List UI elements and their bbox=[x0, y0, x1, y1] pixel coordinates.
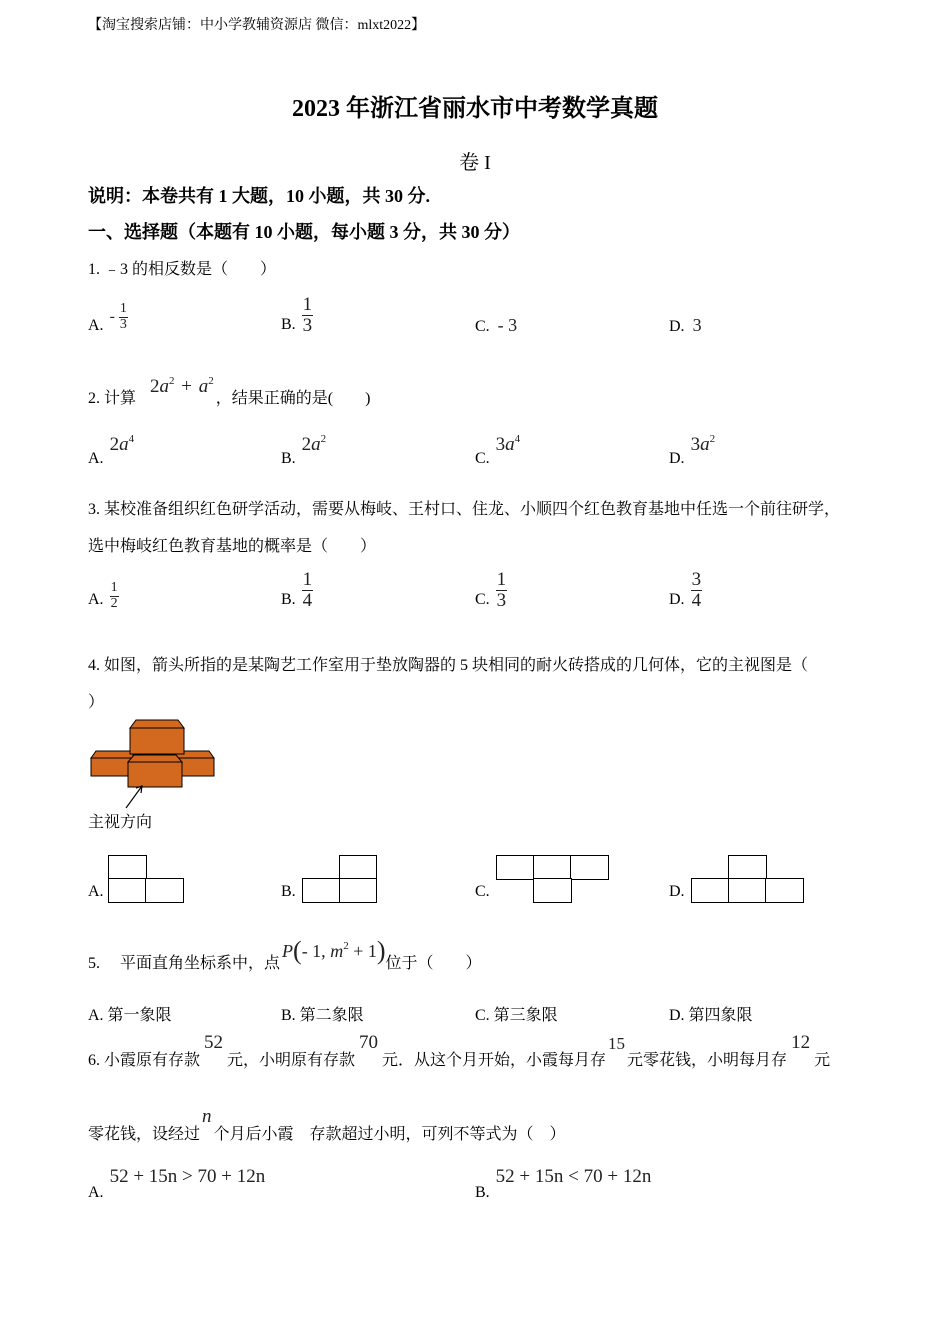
denominator: 2 bbox=[110, 595, 118, 611]
question-5-stem bbox=[88, 936, 482, 976]
numerator: 1 bbox=[110, 579, 118, 595]
monthly-xiaoming: 12 bbox=[791, 1032, 811, 1053]
q1-option-d[interactable] bbox=[669, 315, 702, 336]
view-c-cell bbox=[533, 878, 572, 903]
q5-option-b[interactable]: B. 第二象限 bbox=[281, 1007, 364, 1024]
variable: a bbox=[505, 434, 515, 455]
question-1-stem: 1. ﹣3 的相反数是（ ） bbox=[88, 261, 277, 278]
stem-text: 零花钱，设经过 bbox=[88, 1126, 201, 1143]
option-label: A. bbox=[88, 1184, 104, 1201]
coefficient: 2 bbox=[109, 434, 120, 455]
coefficient: 2 bbox=[301, 434, 312, 455]
q3-option-c[interactable] bbox=[475, 564, 507, 616]
exponent: 2 bbox=[169, 375, 175, 387]
math-expression bbox=[150, 375, 214, 398]
denominator: 4 bbox=[691, 589, 702, 611]
numerator: 1 bbox=[119, 300, 127, 316]
denominator: 4 bbox=[302, 589, 313, 611]
view-b-cell bbox=[339, 855, 377, 880]
stem-text: 元零花钱，小明每月存 bbox=[627, 1052, 788, 1069]
option-label: C. bbox=[475, 591, 490, 608]
fraction bbox=[302, 570, 314, 611]
option-label: B. bbox=[281, 316, 296, 333]
q2-option-c[interactable] bbox=[475, 432, 520, 468]
option-expression bbox=[110, 433, 135, 456]
question-3-line-1: 3. 某校准备组织红色研学活动，需要从梅岐、王村口、住龙、小顺四个红色教育基地中任选一个前往研学， bbox=[88, 501, 841, 518]
volume-label: 卷 I bbox=[459, 152, 491, 174]
q3-option-b[interactable] bbox=[281, 564, 313, 616]
option-expression bbox=[496, 433, 521, 456]
denominator: 3 bbox=[302, 314, 313, 336]
amount-xiaoming: 70 bbox=[359, 1032, 379, 1053]
page-title: 2023 年浙江省丽水市中考数学真题 bbox=[292, 96, 658, 122]
question-6-line-2 bbox=[88, 1108, 566, 1144]
right-paren: ) bbox=[376, 936, 386, 965]
view-c-cell bbox=[570, 855, 609, 880]
question-6-line-1 bbox=[88, 1034, 830, 1070]
view-d-cell bbox=[728, 878, 767, 903]
brick-figure bbox=[88, 718, 218, 813]
option-value: 3 bbox=[692, 315, 702, 335]
option-label: A. bbox=[88, 317, 104, 334]
exponent: 2 bbox=[343, 940, 349, 952]
brick-left-top bbox=[91, 751, 133, 758]
coefficient: 3 bbox=[690, 434, 701, 455]
point-expression bbox=[282, 936, 386, 966]
inequality: 52 + 15n < 70 + 12n bbox=[495, 1166, 652, 1187]
variable: a bbox=[311, 434, 321, 455]
view-b-cell bbox=[339, 878, 377, 903]
question-2-stem bbox=[88, 374, 370, 414]
figure-caption: 主视方向 bbox=[88, 814, 153, 831]
monthly-xiaoxia: 15 bbox=[608, 1034, 626, 1053]
brick-front-top bbox=[128, 755, 182, 762]
variable: a bbox=[159, 376, 170, 397]
view-a-cell bbox=[108, 878, 147, 903]
coefficient: 3 bbox=[495, 434, 506, 455]
option-value: - 3 bbox=[497, 315, 518, 335]
q5-option-c[interactable]: C. 第三象限 bbox=[475, 1007, 558, 1024]
q4-option-c-label[interactable]: C. bbox=[475, 883, 490, 900]
section-heading: 一、选择题（本题有 10 小题，每小题 3 分，共 30 分） bbox=[88, 222, 520, 242]
fraction bbox=[110, 581, 119, 611]
option-label: D. bbox=[669, 318, 685, 335]
exponent: 2 bbox=[709, 433, 716, 445]
coordinate-x: - 1, bbox=[301, 941, 331, 961]
question-4-line-1: 4. 如图，箭头所指的是某陶艺工作室用于垫放陶器的 5 块相同的耐火砖搭成的几何体，它的主视图是（ bbox=[88, 657, 809, 674]
fraction bbox=[119, 302, 128, 332]
exponent: 4 bbox=[514, 433, 521, 445]
view-d-cell bbox=[691, 878, 730, 903]
stem-text: 个月后小霞 存款超过小明，可列不等式为（ ） bbox=[213, 1126, 566, 1143]
fraction bbox=[691, 570, 703, 611]
inequality: 52 + 15n > 70 + 12n bbox=[109, 1166, 266, 1187]
stem-text: 5. 平面直角坐标系中，点 bbox=[88, 955, 281, 972]
brick-front bbox=[128, 762, 182, 787]
question-4-line-2: ） bbox=[88, 694, 105, 711]
q4-option-b-label[interactable]: B. bbox=[281, 883, 296, 900]
view-a-cell bbox=[108, 855, 147, 880]
q6-option-b[interactable] bbox=[475, 1166, 651, 1202]
q3-option-a[interactable] bbox=[88, 576, 119, 616]
q1-option-c[interactable] bbox=[475, 315, 517, 336]
view-c-cell bbox=[533, 855, 572, 880]
brick-left bbox=[91, 758, 133, 776]
option-label: A. bbox=[88, 591, 104, 608]
amount-xiaoxia: 52 bbox=[204, 1032, 224, 1053]
exponent: 2 bbox=[208, 375, 214, 387]
q2-option-d[interactable] bbox=[669, 432, 715, 468]
instructions-note: 说明：本卷共有 1 大题，10 小题，共 30 分. bbox=[88, 186, 430, 206]
option-label: C. bbox=[475, 318, 490, 335]
variable: n bbox=[202, 1106, 212, 1127]
denominator: 3 bbox=[496, 589, 507, 611]
option-label: B. bbox=[475, 1184, 490, 1201]
stem-text: ，结果正确的是( ) bbox=[215, 390, 371, 407]
view-d-cell bbox=[765, 878, 804, 903]
view-direction-arrow bbox=[126, 786, 142, 808]
numerator: 1 bbox=[302, 568, 313, 590]
coordinate-y: + 1 bbox=[348, 941, 377, 961]
option-label: B. bbox=[281, 591, 296, 608]
view-c-cell bbox=[496, 855, 535, 880]
stem-text: 元 bbox=[814, 1052, 831, 1069]
variable: a bbox=[119, 434, 129, 455]
q1-option-a[interactable] bbox=[88, 292, 128, 342]
option-expression bbox=[691, 433, 716, 456]
stem-text: 6. 小霞原有存款 bbox=[88, 1052, 201, 1069]
stem-text: 2. 计算 bbox=[88, 390, 137, 407]
q2-option-b[interactable] bbox=[281, 432, 326, 468]
variable: a bbox=[198, 376, 209, 397]
variable: m bbox=[330, 941, 344, 961]
header-note: 【淘宝搜索店铺：中小学教辅资源店 微信：mlxt2022】 bbox=[88, 18, 426, 33]
view-d-cell bbox=[728, 855, 767, 880]
option-label: C. bbox=[475, 450, 490, 467]
minus-sign: - bbox=[109, 308, 115, 325]
q4-option-a-label[interactable]: A. bbox=[88, 883, 104, 900]
coefficient: 2 bbox=[150, 376, 160, 397]
stem-text: 元，小明原有存款 bbox=[227, 1052, 356, 1069]
q5-option-a[interactable]: A. 第一象限 bbox=[88, 1007, 172, 1024]
option-label: D. bbox=[669, 450, 685, 467]
view-b-cell bbox=[302, 878, 341, 903]
option-label: D. bbox=[669, 591, 685, 608]
option-label: B. bbox=[281, 450, 296, 467]
q1-option-b[interactable] bbox=[281, 288, 313, 342]
numerator: 3 bbox=[691, 568, 702, 590]
variable: a bbox=[700, 434, 710, 455]
denominator: 3 bbox=[119, 316, 127, 332]
numerator: 1 bbox=[496, 568, 507, 590]
q6-option-a[interactable] bbox=[88, 1166, 265, 1202]
exponent: 4 bbox=[128, 433, 135, 445]
stem-text: 位于（ ） bbox=[385, 955, 482, 972]
operator: + bbox=[181, 376, 192, 397]
q3-option-d[interactable] bbox=[669, 564, 702, 616]
numerator: 1 bbox=[302, 293, 313, 315]
brick-top-top bbox=[130, 720, 184, 728]
q4-option-d-label[interactable]: D. bbox=[669, 883, 685, 900]
point-name: P bbox=[282, 941, 294, 961]
exponent: 2 bbox=[320, 433, 327, 445]
question-3-line-2: 选中梅岐红色教育基地的概率是（ ） bbox=[88, 538, 377, 555]
option-expression bbox=[302, 433, 327, 456]
left-paren: ( bbox=[293, 936, 302, 965]
fraction bbox=[496, 570, 508, 611]
q5-option-d[interactable]: D. 第四象限 bbox=[669, 1007, 753, 1024]
option-label: A. bbox=[88, 450, 104, 467]
stem-text: 元．从这个月开始，小霞每月存 bbox=[382, 1052, 607, 1069]
fraction bbox=[302, 295, 314, 336]
q2-option-a[interactable] bbox=[88, 432, 134, 468]
brick-top bbox=[130, 728, 184, 754]
view-a-cell bbox=[145, 878, 184, 903]
